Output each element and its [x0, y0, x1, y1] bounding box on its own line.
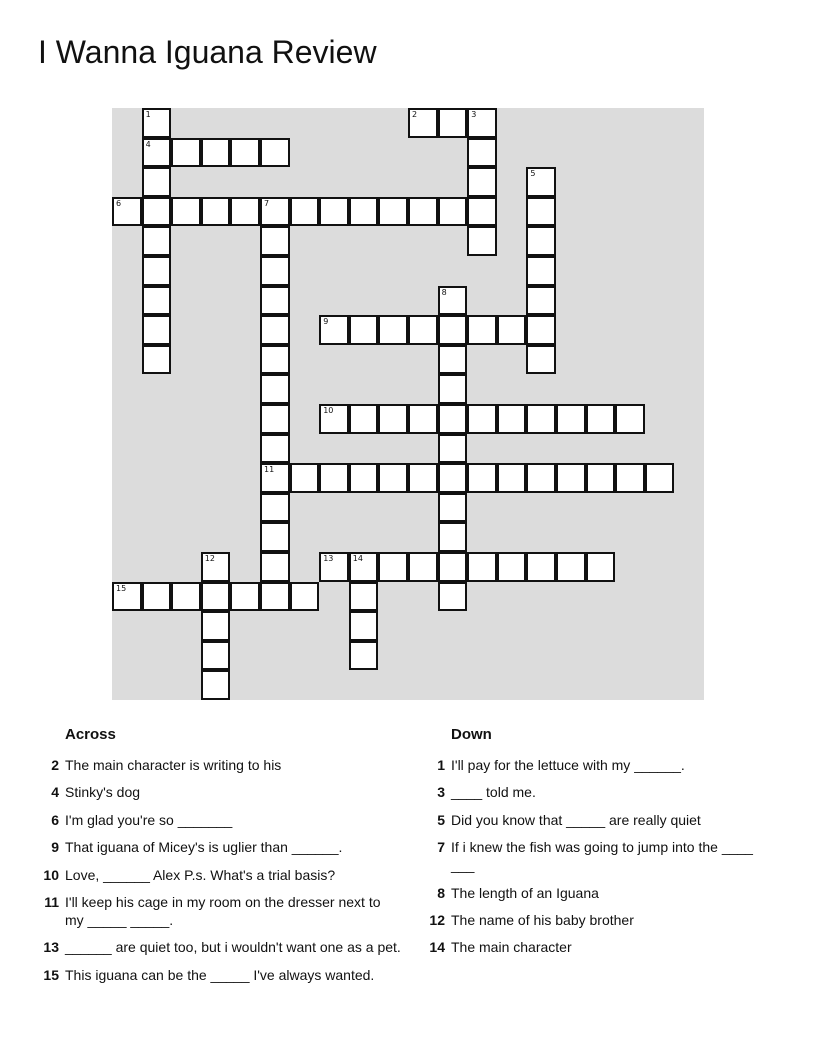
grid-cell[interactable]	[319, 197, 349, 227]
clue-number-label: 3	[471, 110, 477, 119]
clue-number-label: 9	[323, 317, 329, 327]
grid-cell[interactable]	[556, 404, 586, 434]
clue-number: 10	[43, 866, 59, 883]
across-heading: Across	[65, 726, 116, 743]
grid-cell[interactable]	[408, 197, 438, 227]
grid-cell[interactable]	[438, 582, 468, 612]
grid-cell[interactable]	[260, 286, 290, 316]
grid-cell[interactable]	[615, 463, 645, 493]
grid-cell[interactable]	[319, 552, 349, 582]
clue-text: I'm glad you're so _______	[65, 811, 233, 828]
grid-cell[interactable]	[438, 197, 468, 227]
grid-cell[interactable]	[171, 582, 201, 612]
clue-number-label: 12	[204, 554, 215, 563]
grid-cell[interactable]	[260, 522, 290, 552]
grid-cell[interactable]	[260, 552, 290, 582]
grid-cell[interactable]	[319, 463, 349, 493]
down-clue	[419, 938, 779, 956]
clue-text: The main character	[451, 939, 572, 956]
clue-number: 9	[51, 839, 59, 856]
grid-cell[interactable]	[586, 404, 616, 434]
grid-cell[interactable]	[467, 463, 497, 493]
grid-cell[interactable]	[171, 197, 201, 227]
grid-cell[interactable]	[408, 552, 438, 582]
grid-cell[interactable]	[438, 374, 468, 404]
grid-cell[interactable]	[349, 404, 379, 434]
grid-cell[interactable]	[260, 582, 290, 612]
grid-cell[interactable]	[467, 404, 497, 434]
grid-cell[interactable]	[142, 108, 172, 138]
grid-cell[interactable]	[260, 404, 290, 434]
grid-cell[interactable]	[408, 463, 438, 493]
grid-cell[interactable]	[438, 434, 468, 464]
clue-number-label: 11	[264, 465, 275, 475]
down-clue	[419, 756, 779, 774]
grid-cell[interactable]	[467, 108, 497, 138]
down-clue	[419, 811, 779, 829]
grid-cell[interactable]	[260, 256, 290, 286]
clue-number: 3	[437, 784, 445, 801]
clue-number-label: 1	[145, 110, 151, 119]
clue-text: The length of an Iguana	[451, 884, 599, 901]
across-clue	[33, 811, 401, 829]
clue-number: 1	[437, 757, 445, 773]
grid-cell[interactable]	[526, 345, 556, 375]
page-title: I Wanna Iguana Review	[38, 34, 377, 70]
clue-number: 5	[437, 811, 445, 828]
grid-cell[interactable]	[260, 226, 290, 256]
grid-cell[interactable]	[467, 552, 497, 582]
clue-number-label: 2	[412, 110, 418, 119]
clue-text: That iguana of Micey's is uglier than ______.	[65, 839, 343, 856]
grid-cell[interactable]	[438, 315, 468, 345]
clue-text: ______ are quiet too, but i wouldn't want one as a pet.	[65, 939, 401, 956]
clue-text: The name of his baby brother	[451, 911, 634, 928]
grid-cell[interactable]	[408, 315, 438, 345]
clue-number-label: 13	[323, 554, 334, 563]
clue-text: Love, ______ Alex P.s. What's a trial basis?	[65, 866, 336, 883]
grid-cell[interactable]	[260, 345, 290, 375]
clue-number: 7	[437, 839, 445, 856]
grid-cell[interactable]	[201, 611, 231, 641]
grid-cell[interactable]	[319, 404, 349, 434]
grid-cell[interactable]	[171, 138, 201, 168]
down-clue	[419, 838, 779, 874]
grid-cell[interactable]	[467, 167, 497, 197]
grid-cell[interactable]	[260, 374, 290, 404]
clue-text: This iguana can be the _____ I've always wanted.	[65, 966, 375, 983]
clue-number-label: 6	[116, 198, 122, 208]
clue-number-label: 14	[352, 554, 363, 563]
grid-cell[interactable]	[467, 226, 497, 256]
grid-cell[interactable]	[112, 582, 142, 612]
grid-cell[interactable]	[201, 552, 231, 582]
grid-cell[interactable]	[526, 226, 556, 256]
grid-cell[interactable]	[615, 404, 645, 434]
grid-cell[interactable]	[408, 404, 438, 434]
grid-cell[interactable]	[438, 522, 468, 552]
grid-cell[interactable]	[290, 463, 320, 493]
grid-cell[interactable]	[586, 463, 616, 493]
grid-cell[interactable]	[526, 197, 556, 227]
down-clue-list	[419, 756, 779, 966]
across-clue	[33, 938, 401, 956]
grid-cell[interactable]	[526, 463, 556, 493]
clue-text: The main character is writing to his	[65, 757, 282, 773]
grid-cell[interactable]	[290, 582, 320, 612]
grid-cell[interactable]	[378, 552, 408, 582]
grid-cell[interactable]	[230, 582, 260, 612]
grid-cell[interactable]	[349, 641, 379, 671]
grid-cell[interactable]	[556, 463, 586, 493]
grid-cell[interactable]	[201, 670, 231, 700]
across-clue	[33, 756, 401, 774]
grid-cell[interactable]	[438, 108, 468, 138]
grid-cell[interactable]	[497, 463, 527, 493]
clue-number-label: 15	[116, 583, 127, 593]
grid-cell[interactable]	[438, 286, 468, 316]
grid-cell[interactable]	[378, 197, 408, 227]
grid-cell[interactable]	[526, 167, 556, 197]
grid-cell[interactable]	[349, 197, 379, 227]
clue-number-label: 8	[441, 287, 447, 297]
down-clue	[419, 783, 779, 801]
grid-cell[interactable]	[260, 463, 290, 493]
grid-cell[interactable]	[142, 226, 172, 256]
grid-cell[interactable]	[201, 197, 231, 227]
clue-number-label: 10	[323, 406, 334, 415]
grid-cell[interactable]	[467, 138, 497, 168]
grid-cell[interactable]	[467, 315, 497, 345]
grid-cell[interactable]	[378, 463, 408, 493]
grid-cell[interactable]	[349, 315, 379, 345]
clue-text: I'll pay for the lettuce with my ______.	[451, 757, 685, 773]
grid-cell[interactable]	[526, 552, 556, 582]
grid-cell[interactable]	[142, 138, 172, 168]
grid-cell[interactable]	[201, 582, 231, 612]
grid-cell[interactable]	[142, 345, 172, 375]
grid-cell[interactable]	[142, 197, 172, 227]
across-clue	[33, 893, 401, 929]
grid-cell[interactable]	[586, 552, 616, 582]
grid-cell[interactable]	[260, 493, 290, 523]
clue-number: 11	[44, 893, 59, 910]
grid-cell[interactable]	[112, 197, 142, 227]
clue-number-label: 7	[264, 198, 270, 208]
across-clue	[33, 966, 401, 984]
grid-cell[interactable]	[438, 552, 468, 582]
clue-number: 2	[51, 757, 59, 773]
down-heading: Down	[451, 726, 492, 743]
clue-number: 8	[437, 884, 445, 901]
clue-number: 15	[43, 966, 59, 983]
grid-cell[interactable]	[438, 463, 468, 493]
grid-cell[interactable]	[230, 197, 260, 227]
grid-cell[interactable]	[497, 404, 527, 434]
clue-text: ____ told me.	[451, 784, 536, 801]
clue-number: 12	[429, 911, 445, 928]
grid-cell[interactable]	[142, 582, 172, 612]
grid-cell[interactable]	[408, 108, 438, 138]
clue-number-label: 5	[530, 169, 536, 179]
grid-cell[interactable]	[142, 256, 172, 286]
grid-cell[interactable]	[142, 315, 172, 345]
grid-cell[interactable]	[467, 197, 497, 227]
clue-number: 13	[43, 939, 59, 956]
grid-cell[interactable]	[260, 197, 290, 227]
grid-cell[interactable]	[349, 463, 379, 493]
grid-cell[interactable]	[526, 256, 556, 286]
grid-cell[interactable]	[349, 611, 379, 641]
down-clue	[419, 911, 779, 929]
across-clue	[33, 838, 401, 856]
grid-cell[interactable]	[260, 434, 290, 464]
grid-cell[interactable]	[378, 315, 408, 345]
grid-cell[interactable]	[378, 404, 408, 434]
down-clue	[419, 884, 779, 902]
grid-cell[interactable]	[438, 404, 468, 434]
clue-number-label: 4	[145, 139, 151, 149]
grid-cell[interactable]	[201, 138, 231, 168]
grid-cell[interactable]	[497, 552, 527, 582]
across-clue-list	[33, 756, 401, 993]
grid-cell[interactable]	[556, 552, 586, 582]
grid-cell[interactable]	[438, 345, 468, 375]
crossword-grid	[112, 108, 704, 700]
grid-cell[interactable]	[260, 315, 290, 345]
clue-text: Did you know that _____ are really quiet	[451, 811, 701, 828]
grid-cell[interactable]	[497, 315, 527, 345]
grid-cell[interactable]	[230, 138, 260, 168]
grid-cell[interactable]	[142, 286, 172, 316]
clue-number: 4	[51, 784, 59, 801]
across-clue	[33, 783, 401, 801]
grid-cell[interactable]	[349, 582, 379, 612]
clue-number: 14	[429, 939, 445, 956]
clue-text: I'll keep his cage in my room on the dresser next to my _____ _____.	[65, 893, 381, 928]
grid-cell[interactable]	[201, 641, 231, 671]
grid-cell[interactable]	[438, 493, 468, 523]
clue-number: 6	[51, 811, 59, 828]
across-clue	[33, 866, 401, 884]
grid-cell[interactable]	[526, 286, 556, 316]
grid-cell[interactable]	[319, 315, 349, 345]
grid-cell[interactable]	[260, 138, 290, 168]
grid-cell[interactable]	[526, 315, 556, 345]
grid-cell[interactable]	[526, 404, 556, 434]
grid-cell[interactable]	[142, 167, 172, 197]
grid-cell[interactable]	[349, 552, 379, 582]
grid-cell[interactable]	[290, 197, 320, 227]
clue-text: Stinky's dog	[65, 784, 141, 801]
grid-cell[interactable]	[645, 463, 675, 493]
clue-text: If i knew the fish was going to jump into the ____ ___	[451, 839, 753, 874]
